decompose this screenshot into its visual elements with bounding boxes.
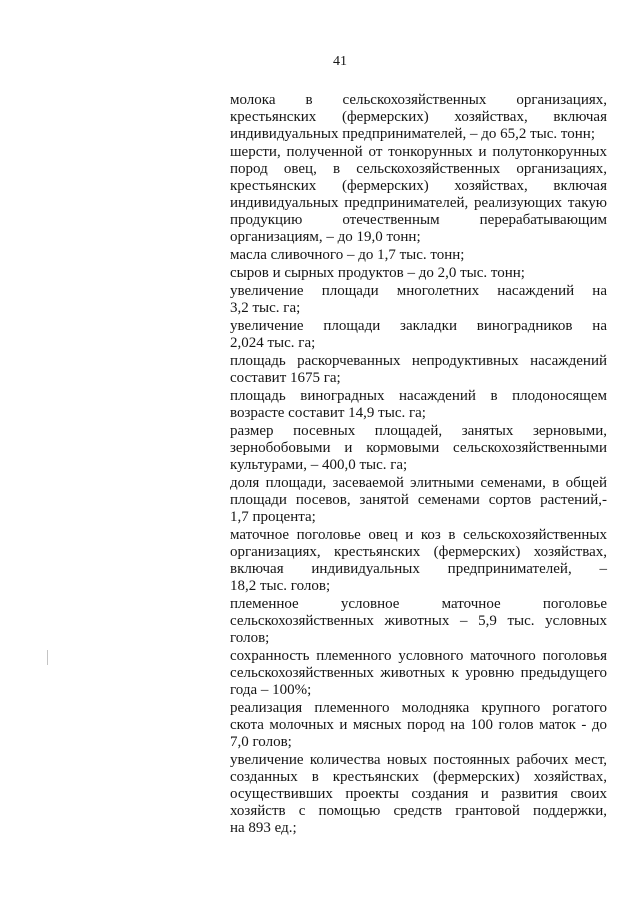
text-line: организациям, – до 19,0 тонн; [230, 229, 421, 245]
text-line: сыров и сырных продуктов – до 2,0 тыс. тонн; [230, 265, 525, 281]
text-line: 7,0 голов; [230, 734, 292, 750]
text-line: молока в сельскохозяйственных организациях, [230, 92, 607, 108]
paragraph-breeding-stock [230, 596, 607, 647]
text-line: культурами, – 400,0 тыс. га; [230, 457, 408, 473]
paragraph-sheep-goats [230, 527, 607, 595]
text-line: площадь виноградных насаждений в плодоносящем [230, 388, 607, 404]
paragraph-young-cattle-sales [230, 700, 607, 751]
text-line: увеличение количества новых постоянных рабочих мест, [230, 752, 607, 768]
page-number: 41 [333, 54, 347, 69]
text-line: сельскохозяйственных животных – 5,9 тыс. условных [230, 613, 607, 629]
text-line: хозяйств с помощью средств грантовой поддержки, [230, 803, 607, 819]
paragraph-stock-preservation [230, 648, 607, 699]
text-line: реализация племенного молодняка крупного рогатого [230, 700, 607, 716]
body-text [230, 92, 607, 838]
text-line: голов; [230, 630, 270, 646]
text-line: сохранность племенного условного маточного поголовья [230, 648, 607, 664]
paragraph-butter [230, 247, 607, 264]
text-line: размер посевных площадей, занятых зерновыми, [230, 423, 607, 439]
text-line: организациях, крестьянских (фермерских) хозяйствах, [230, 544, 607, 560]
text-line: 1,7 процента; [230, 509, 316, 525]
paragraph-milk [230, 92, 607, 143]
text-line: площади посевов, занятой семенами сортов растений,- [230, 492, 607, 508]
text-line: на 893 ед.; [230, 820, 297, 836]
paragraph-uprooted-area [230, 353, 607, 387]
text-line: индивидуальных предпринимателей, – до 65,2 тыс. тонн; [230, 126, 596, 142]
text-line: племенное условное маточное поголовье [230, 596, 607, 612]
text-line: увеличение площади закладки виноградников на [230, 318, 607, 334]
text-line: пород овец, в сельскохозяйственных организациях, [230, 161, 607, 177]
text-line: скота молочных и мясных пород на 100 голов маток - до [230, 717, 607, 733]
text-line: осуществивших проекты создания и развития своих [230, 786, 607, 802]
text-line: шерсти, полученной от тонкорунных и полутонкорунных [230, 144, 607, 160]
paragraph-vineyard-laying [230, 318, 607, 352]
text-line: масла сливочного – до 1,7 тыс. тонн; [230, 247, 465, 263]
text-line: индивидуальных предпринимателей, реализующих такую [230, 195, 607, 211]
paragraph-wool [230, 144, 607, 246]
text-line: 2,024 тыс. га; [230, 335, 316, 351]
text-line: сельскохозяйственных животных к уровню предыдущего [230, 665, 607, 681]
paragraph-perennial-plantings [230, 283, 607, 317]
text-line: включая индивидуальных предпринимателей, – [230, 561, 607, 577]
scan-artifact [47, 650, 48, 665]
paragraph-elite-seeds [230, 475, 607, 526]
text-line: увеличение площади многолетних насаждений на [230, 283, 607, 299]
text-line: доля площади, засеваемой элитными семенами, в общей [230, 475, 607, 491]
text-line: крестьянских (фермерских) хозяйствах, включая [230, 178, 607, 194]
paragraph-fruiting-vineyards [230, 388, 607, 422]
text-line: возрасте составит 14,9 тыс. га; [230, 405, 426, 421]
text-line: составит 1675 га; [230, 370, 341, 386]
text-line: 3,2 тыс. га; [230, 300, 301, 316]
text-line: 18,2 тыс. голов; [230, 578, 331, 594]
text-line: зернобобовыми и кормовыми сельскохозяйственными [230, 440, 607, 456]
text-line: продукцию отечественным перерабатывающим [230, 212, 607, 228]
text-line: площадь раскорчеванных непродуктивных насаждений [230, 353, 607, 369]
paragraph-new-jobs [230, 752, 607, 837]
text-line: маточное поголовье овец и коз в сельскохозяйственных [230, 527, 607, 543]
paragraph-sown-area [230, 423, 607, 474]
text-line: созданных в крестьянских (фермерских) хозяйствах, [230, 769, 607, 785]
text-line: крестьянских (фермерских) хозяйствах, включая [230, 109, 607, 125]
text-line: года – 100%; [230, 682, 312, 698]
paragraph-cheese [230, 265, 607, 282]
